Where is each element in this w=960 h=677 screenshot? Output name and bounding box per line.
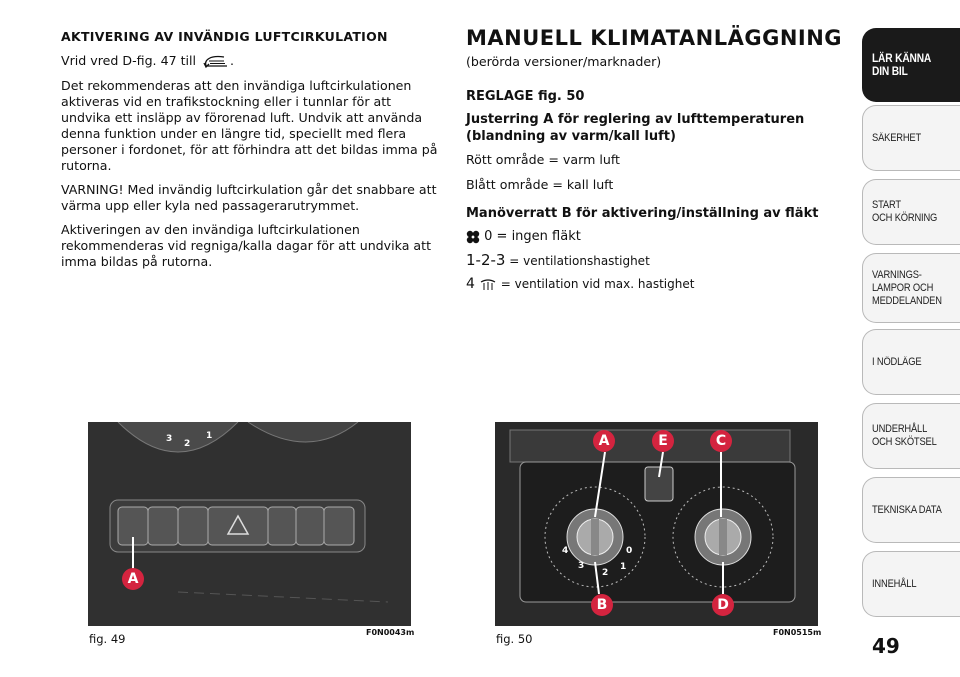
fan-dial-2: 2	[602, 568, 609, 578]
fan-heading: Manöverratt B för aktivering/inställning av fläkt	[466, 206, 819, 221]
fan-zero-text: 0 = ingen fläkt	[484, 229, 581, 244]
figure-50-caption: fig. 50	[496, 632, 533, 646]
callout-e: E	[652, 430, 674, 452]
tab-i-nodlage[interactable]	[862, 329, 960, 395]
page-number: 49	[872, 634, 900, 658]
blue-area-text: Blått område = kall luft	[466, 177, 614, 192]
defrost-icon	[479, 278, 497, 292]
instruction-text: Vrid vred D-fig. 47 till	[61, 53, 197, 68]
right-column	[466, 26, 846, 292]
callout-b: B	[591, 594, 613, 616]
tab-innehall[interactable]	[862, 551, 960, 617]
tab-label: LÄR KÄNNA DIN BIL	[872, 51, 932, 78]
activation-paragraph: Aktiveringen av den invändiga luftcirkulationen rekommenderas vid regniga/kalla dagar för att undvika att imma bildas på rutorna.	[61, 221, 432, 269]
tab-label: UNDERHÅLL OCH SKÖTSEL	[872, 423, 937, 448]
figure-50-image	[495, 422, 818, 626]
fan-speed-line	[466, 252, 846, 269]
instruction-paragraph	[61, 53, 441, 70]
fan-dial-1: 1	[620, 562, 627, 572]
callout-a: A	[593, 430, 615, 452]
tab-tekniska-data[interactable]	[862, 477, 960, 543]
switch-panel-illustration	[88, 422, 411, 626]
fan-icon	[466, 230, 480, 244]
left-column	[61, 29, 441, 270]
tab-label: START OCH KÖRNING	[872, 199, 938, 224]
callout-c: C	[710, 430, 732, 452]
fan-max-line	[466, 276, 846, 292]
fan-dial-4: 4	[562, 546, 569, 556]
tab-label: TEKNISKA DATA	[872, 503, 942, 516]
figure-50-code: F0N0515m	[773, 628, 822, 637]
tab-label: SÄKERHET	[872, 131, 922, 144]
fan-dial-3: 3	[578, 561, 585, 571]
dial-number-3: 3	[166, 434, 173, 444]
fan-max-number: 4	[466, 276, 475, 292]
fan-zero-line	[466, 229, 846, 245]
red-area-text: Rött område = varm luft	[466, 152, 620, 167]
recirculation-icon	[200, 54, 230, 70]
instruction-text-end: .	[230, 53, 235, 68]
fan-speed-numbers: 1-2-3	[466, 251, 506, 269]
section-heading-recirculation: AKTIVERING AV INVÄNDIG LUFTCIRKULATION	[61, 29, 388, 44]
figure-49-code: F0N0043m	[366, 628, 415, 637]
tab-sakerhet[interactable]	[862, 105, 960, 171]
fan-dial-0: 0	[626, 546, 633, 556]
tab-label: INNEHÅLL	[872, 577, 917, 590]
recommendation-paragraph: Det rekommenderas att den invändiga luftcirkulationen aktiveras vid en trafikstockning eller i tunnlar för att undvika ett insläpp av förorenad luft. Undvik att använda denna funktion under en längre tid, speciellt med flera personer i fordonet, för att förhindra att det bildas imma på rutorna.	[61, 77, 438, 173]
tab-underhall-och-skotsel[interactable]	[862, 403, 960, 469]
tab-start-och-korning[interactable]	[862, 179, 960, 245]
dial-number-2: 2	[184, 439, 191, 449]
controls-heading: REGLAGE fig. 50	[466, 89, 585, 104]
page-title: MANUELL KLIMATANLÄGGNING	[466, 26, 843, 50]
warning-paragraph: VARNING! Med invändig luftcirkulation går det snabbare att värma upp eller kyla ned passagerarutrymmet.	[61, 181, 437, 213]
callout-d: D	[712, 594, 734, 616]
climate-control-illustration	[495, 422, 818, 626]
page-subtitle: (berörda versioner/marknader)	[466, 54, 662, 69]
figure-49-caption: fig. 49	[89, 632, 126, 646]
tab-label: VARNINGS- LAMPOR OCH MEDDELANDEN	[872, 268, 942, 307]
tab-label: I NÖDLÄGE	[872, 355, 922, 368]
fan-max-text: = ventilation vid max. hastighet	[496, 277, 695, 291]
adjust-heading: Justerring A för reglering av lufttemperaturen (blandning av varm/kall luft)	[466, 112, 805, 144]
fan-speed-text: = ventilationshastighet	[505, 254, 650, 268]
callout-a: A	[122, 568, 144, 590]
dial-number-1: 1	[206, 431, 213, 441]
tab-lar-kanna-din-bil[interactable]	[862, 28, 960, 102]
tab-varningslampor[interactable]	[862, 253, 960, 323]
figure-49-image	[88, 422, 411, 626]
